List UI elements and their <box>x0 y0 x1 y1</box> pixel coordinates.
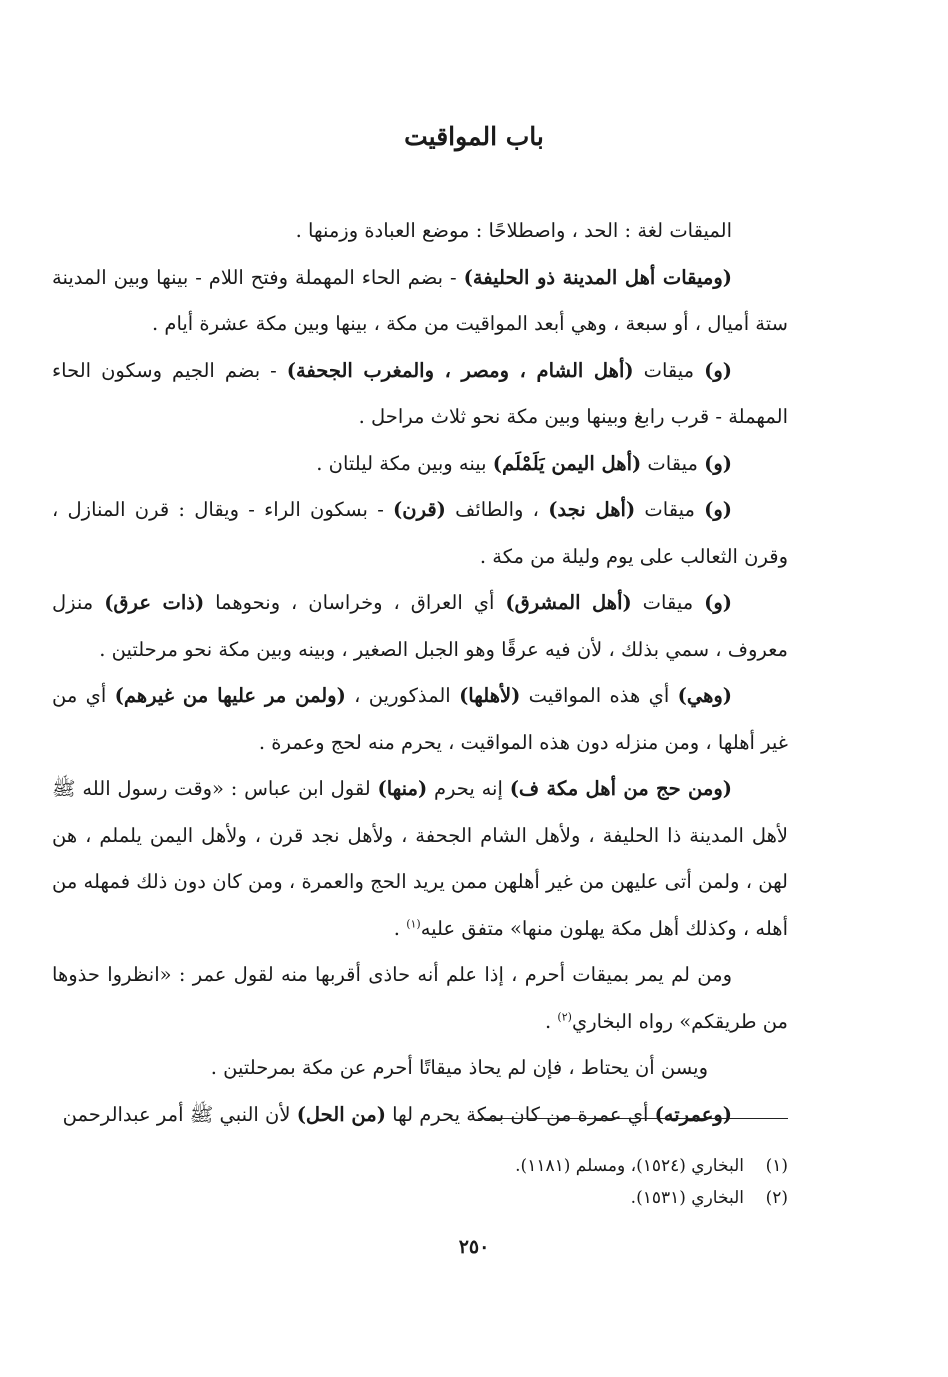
chapter-title: باب المواقيت <box>404 122 544 151</box>
bold-text: (منها) <box>377 777 428 800</box>
text-run: المذكورين ، <box>345 684 460 707</box>
text-run: ميقات <box>635 498 705 521</box>
text-run: أي هذه المواقيت <box>520 684 678 707</box>
text-run: لأن النبي ﷺ أمر عبدالرحمن <box>62 1102 297 1126</box>
text-run: أي العراق ، وخراسان ، ونحوهما <box>204 591 506 614</box>
bold-text: (و) <box>704 451 732 475</box>
bold-text: (أهل المشرق) <box>505 591 632 614</box>
bold-text: (أهل نجد) <box>548 498 636 521</box>
page-number: ٢٥٠ <box>458 1236 490 1258</box>
bold-text: (و) <box>704 498 733 521</box>
footnote-ref: (٢) <box>557 1010 572 1023</box>
paragraph <box>52 1092 788 1139</box>
footnote-separator <box>478 1118 788 1119</box>
bold-text: (و) <box>704 591 732 614</box>
footnote-ref: (١) <box>406 917 421 930</box>
footnote <box>52 1150 788 1182</box>
footnote-text: البخاري (١٥٢٤)، ومسلم (١١٨١). <box>515 1156 744 1176</box>
footnote-number: (٢) <box>765 1188 788 1208</box>
bold-text: (من الحل) <box>296 1102 386 1126</box>
bold-text: (ولمن مر عليها من غيرهم) <box>114 684 346 707</box>
paragraph <box>52 1045 788 1092</box>
footnote-text: البخاري (١٥٣١). <box>630 1188 744 1208</box>
text-run: الميقات لغة : الحد ، واصطلاحًا : موضع العبادة وزمنها . <box>295 219 732 242</box>
paragraph <box>52 441 788 488</box>
footnote-number: (١) <box>765 1156 788 1176</box>
text-run: منزل معروف ، سمي بذلك ، لأن فيه عرقًا وهو الجبل الصغير ، وبينه وبين مكة نحو مرحلتين . <box>52 591 788 661</box>
text-run: ، والطائف <box>445 498 549 521</box>
paragraph <box>52 208 788 255</box>
text-run: إنه يحرم <box>427 777 510 800</box>
text-run: أي عمرة من كان بمكة يحرم لها <box>385 1102 655 1126</box>
bold-text: (ومن حج من أهل مكة ف) <box>509 777 732 800</box>
paragraph <box>52 952 788 1045</box>
paragraph <box>52 673 788 766</box>
main-text <box>52 208 788 1138</box>
text-run: . <box>393 916 407 940</box>
paragraph <box>52 766 788 952</box>
bold-text: (وعمرته) <box>654 1102 732 1126</box>
bold-text: (ذات عرق) <box>104 591 205 614</box>
paragraph <box>52 348 788 441</box>
text-run: ميقات <box>641 451 705 475</box>
footnotes <box>52 1150 788 1214</box>
text-run: - بضم الحاء المهملة وفتح اللام - بينها وبين المدينة ستة أميال ، أو سبعة ، وهي أبعد المواقيت من مكة ، بينها وبين مكة عشرة أيام . <box>52 265 788 335</box>
text-run: أي من غير أهلها ، ومن منزله دون هذه المواقيت ، يحرم منه لحج وعمرة . <box>52 684 788 754</box>
text-run: لقول ابن عباس : «وقت رسول الله ﷺ لأهل المدينة ذا الحليفة ، ولأهل الشام الجحفة ، ولأهل نجد قرن ، ولأهل اليمن يلملم ، هن لهن ، ولمن أتى عليهن من غير أهلهن ممن يريد الحج والعمرة ، ومن كان دون ذلك فمهله من أهله ، وكذلك أهل مكة يهلون منها» متفق عليه <box>52 777 788 940</box>
bold-text: (أهل اليمن يَلَمْلَم) <box>492 451 642 475</box>
text-run: ويسن أن يحتاط ، فإن لم يحاذ ميقاتًا أحرم عن مكة بمرحلتين . <box>210 1056 708 1079</box>
footnote <box>52 1182 788 1214</box>
text-run: ومن لم يمر بميقات أحرم ، إذا علم أنه حاذى أقربها منه لقول عمر : «انظروا حذوها من طريقكم» رواه البخاري <box>52 963 788 1033</box>
bold-text: (أهل الشام ، ومصر ، والمغرب الجحفة) <box>286 358 634 382</box>
bold-text: (و) <box>704 358 733 382</box>
bold-text: (لأهلها) <box>459 684 521 707</box>
paragraph <box>52 487 788 580</box>
text-run: - بسكون الراء - ويقال : قرن المنازل ، وقرن الثعالب على يوم وليلة من مكة . <box>52 498 788 568</box>
text-run: ميقات <box>633 358 705 382</box>
text-run: بينه وبين مكة ليلتان . <box>316 451 493 475</box>
bold-text: (وميقات أهل المدينة ذو الحليفة) <box>463 265 732 289</box>
paragraph <box>52 580 788 673</box>
bold-text: (قرن) <box>393 498 446 521</box>
text-run: ميقات <box>631 591 705 614</box>
text-run: . <box>545 1009 558 1033</box>
bold-text: (وهي) <box>677 684 732 707</box>
paragraph <box>52 255 788 348</box>
text-run: - بضم الجيم وسكون الحاء المهملة - قرب رابغ وبينها وبين مكة نحو ثلاث مراحل . <box>52 358 788 428</box>
